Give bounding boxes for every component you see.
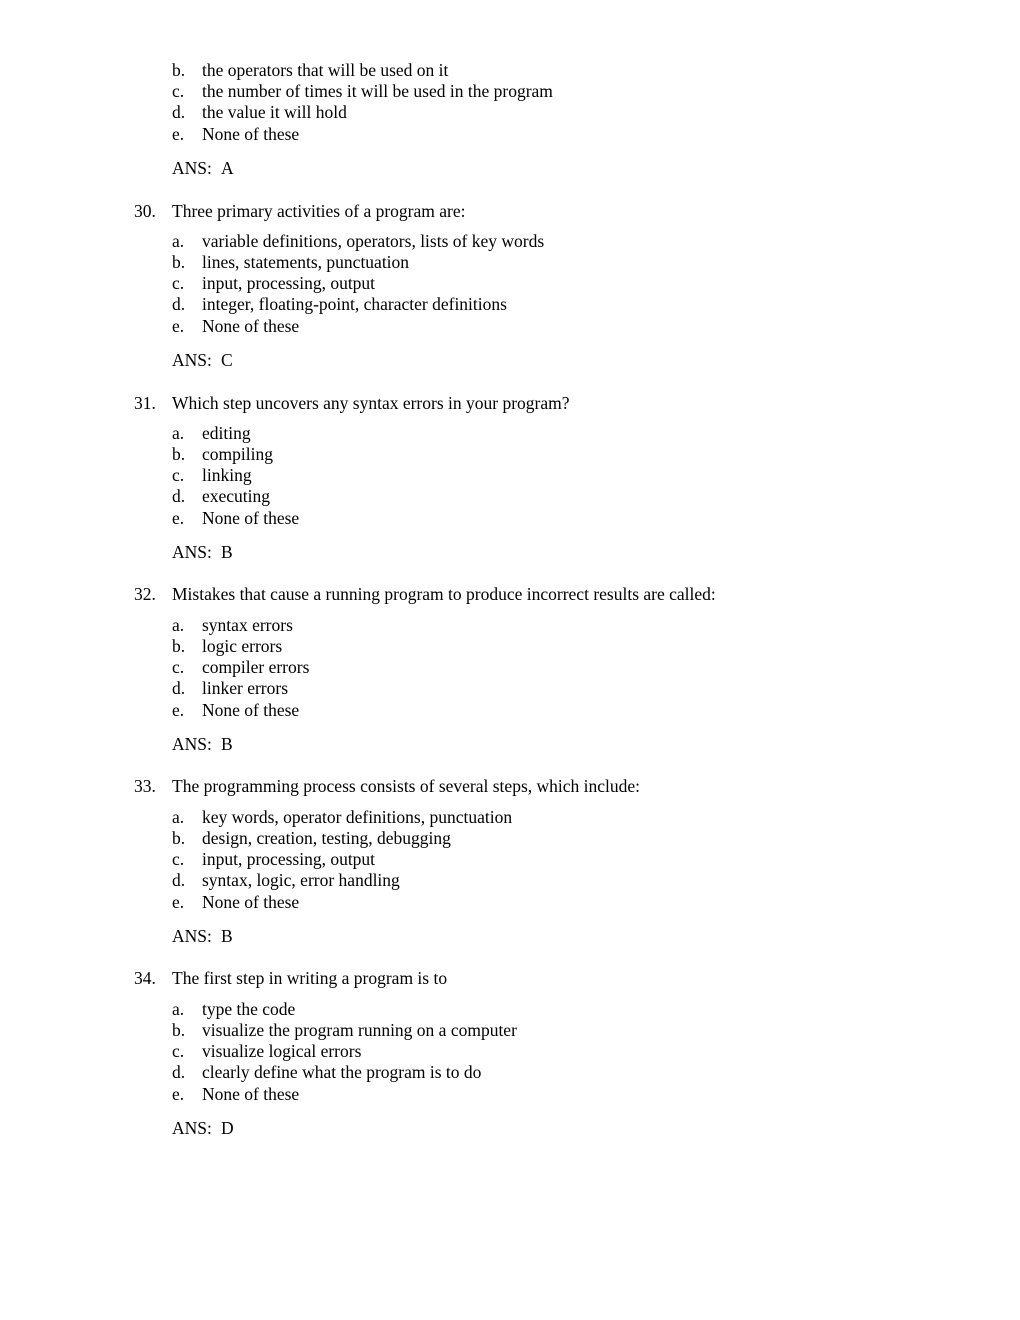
option-text: the value it will hold: [202, 102, 347, 122]
option-letter: a.: [172, 807, 185, 827]
option-text: None of these: [202, 124, 300, 144]
option-text: executing: [202, 486, 271, 506]
option-text: compiling: [202, 444, 273, 464]
option-letter: a.: [172, 615, 185, 635]
option-text: type the code: [202, 999, 296, 1019]
answer-value: B: [221, 542, 233, 562]
option-letter: c.: [172, 81, 185, 101]
question-text: Three primary activities of a program are:: [172, 201, 466, 221]
option-letter: d.: [172, 486, 186, 506]
answer-label: ANS:: [172, 542, 212, 562]
question-number: 33.: [134, 776, 156, 796]
option-text: None of these: [202, 508, 300, 528]
option-letter: d.: [172, 678, 186, 698]
option-letter: e.: [172, 508, 185, 528]
option-text: syntax, logic, error handling: [202, 870, 400, 890]
option-text: design, creation, testing, debugging: [202, 828, 451, 848]
option-text: editing: [202, 423, 251, 443]
question-number: 34.: [134, 968, 156, 988]
option-text: logic errors: [202, 636, 283, 656]
option-text: the number of times it will be used in the program: [202, 81, 553, 101]
option-letter: c.: [172, 1041, 185, 1061]
question-number: 31.: [134, 393, 156, 413]
answer-value: D: [221, 1118, 234, 1138]
option-text: compiler errors: [202, 657, 310, 677]
option-letter: d.: [172, 1062, 186, 1082]
option-text: linking: [202, 465, 252, 485]
option-letter: c.: [172, 273, 185, 293]
option-text: syntax errors: [202, 615, 293, 635]
option-letter: e.: [172, 124, 185, 144]
option-text: visualize the program running on a computer: [202, 1020, 517, 1040]
question-number: 32.: [134, 584, 156, 604]
question-text: Which step uncovers any syntax errors in your program?: [172, 393, 570, 413]
answer-value: A: [221, 158, 234, 178]
option-letter: e.: [172, 316, 185, 336]
option-letter: a.: [172, 231, 185, 251]
option-text: integer, floating-point, character definitions: [202, 294, 507, 314]
option-text: None of these: [202, 892, 300, 912]
question-text: The first step in writing a program is to: [172, 968, 448, 988]
option-letter: a.: [172, 423, 185, 443]
answer-value: B: [221, 734, 233, 754]
option-letter: e.: [172, 892, 185, 912]
option-text: clearly define what the program is to do: [202, 1062, 482, 1082]
option-text: the operators that will be used on it: [202, 60, 449, 80]
option-text: key words, operator definitions, punctuation: [202, 807, 513, 827]
option-text: input, processing, output: [202, 849, 376, 869]
answer-value: C: [221, 350, 233, 370]
option-letter: b.: [172, 60, 186, 80]
option-letter: e.: [172, 1084, 185, 1104]
answer-label: ANS:: [172, 158, 212, 178]
option-text: variable definitions, operators, lists of key words: [202, 231, 545, 251]
answer-label: ANS:: [172, 734, 212, 754]
question-number: 30.: [134, 201, 156, 221]
option-letter: d.: [172, 102, 186, 122]
option-letter: b.: [172, 252, 186, 272]
option-letter: c.: [172, 849, 185, 869]
answer-value: B: [221, 926, 233, 946]
option-letter: b.: [172, 636, 186, 656]
option-text: visualize logical errors: [202, 1041, 362, 1061]
option-text: linker errors: [202, 678, 289, 698]
answer-label: ANS:: [172, 1118, 212, 1138]
option-letter: a.: [172, 999, 185, 1019]
option-text: input, processing, output: [202, 273, 376, 293]
option-letter: c.: [172, 657, 185, 677]
option-letter: b.: [172, 828, 186, 848]
option-letter: d.: [172, 870, 186, 890]
option-letter: b.: [172, 1020, 186, 1040]
answer-label: ANS:: [172, 350, 212, 370]
question-text: The programming process consists of several steps, which include:: [172, 776, 641, 796]
option-text: lines, statements, punctuation: [202, 252, 410, 272]
option-text: None of these: [202, 316, 300, 336]
option-text: None of these: [202, 700, 300, 720]
option-letter: c.: [172, 465, 185, 485]
option-text: None of these: [202, 1084, 300, 1104]
question-text: Mistakes that cause a running program to produce incorrect results are called:: [172, 584, 716, 604]
option-letter: b.: [172, 444, 186, 464]
option-letter: d.: [172, 294, 186, 314]
option-letter: e.: [172, 700, 185, 720]
answer-label: ANS:: [172, 926, 212, 946]
